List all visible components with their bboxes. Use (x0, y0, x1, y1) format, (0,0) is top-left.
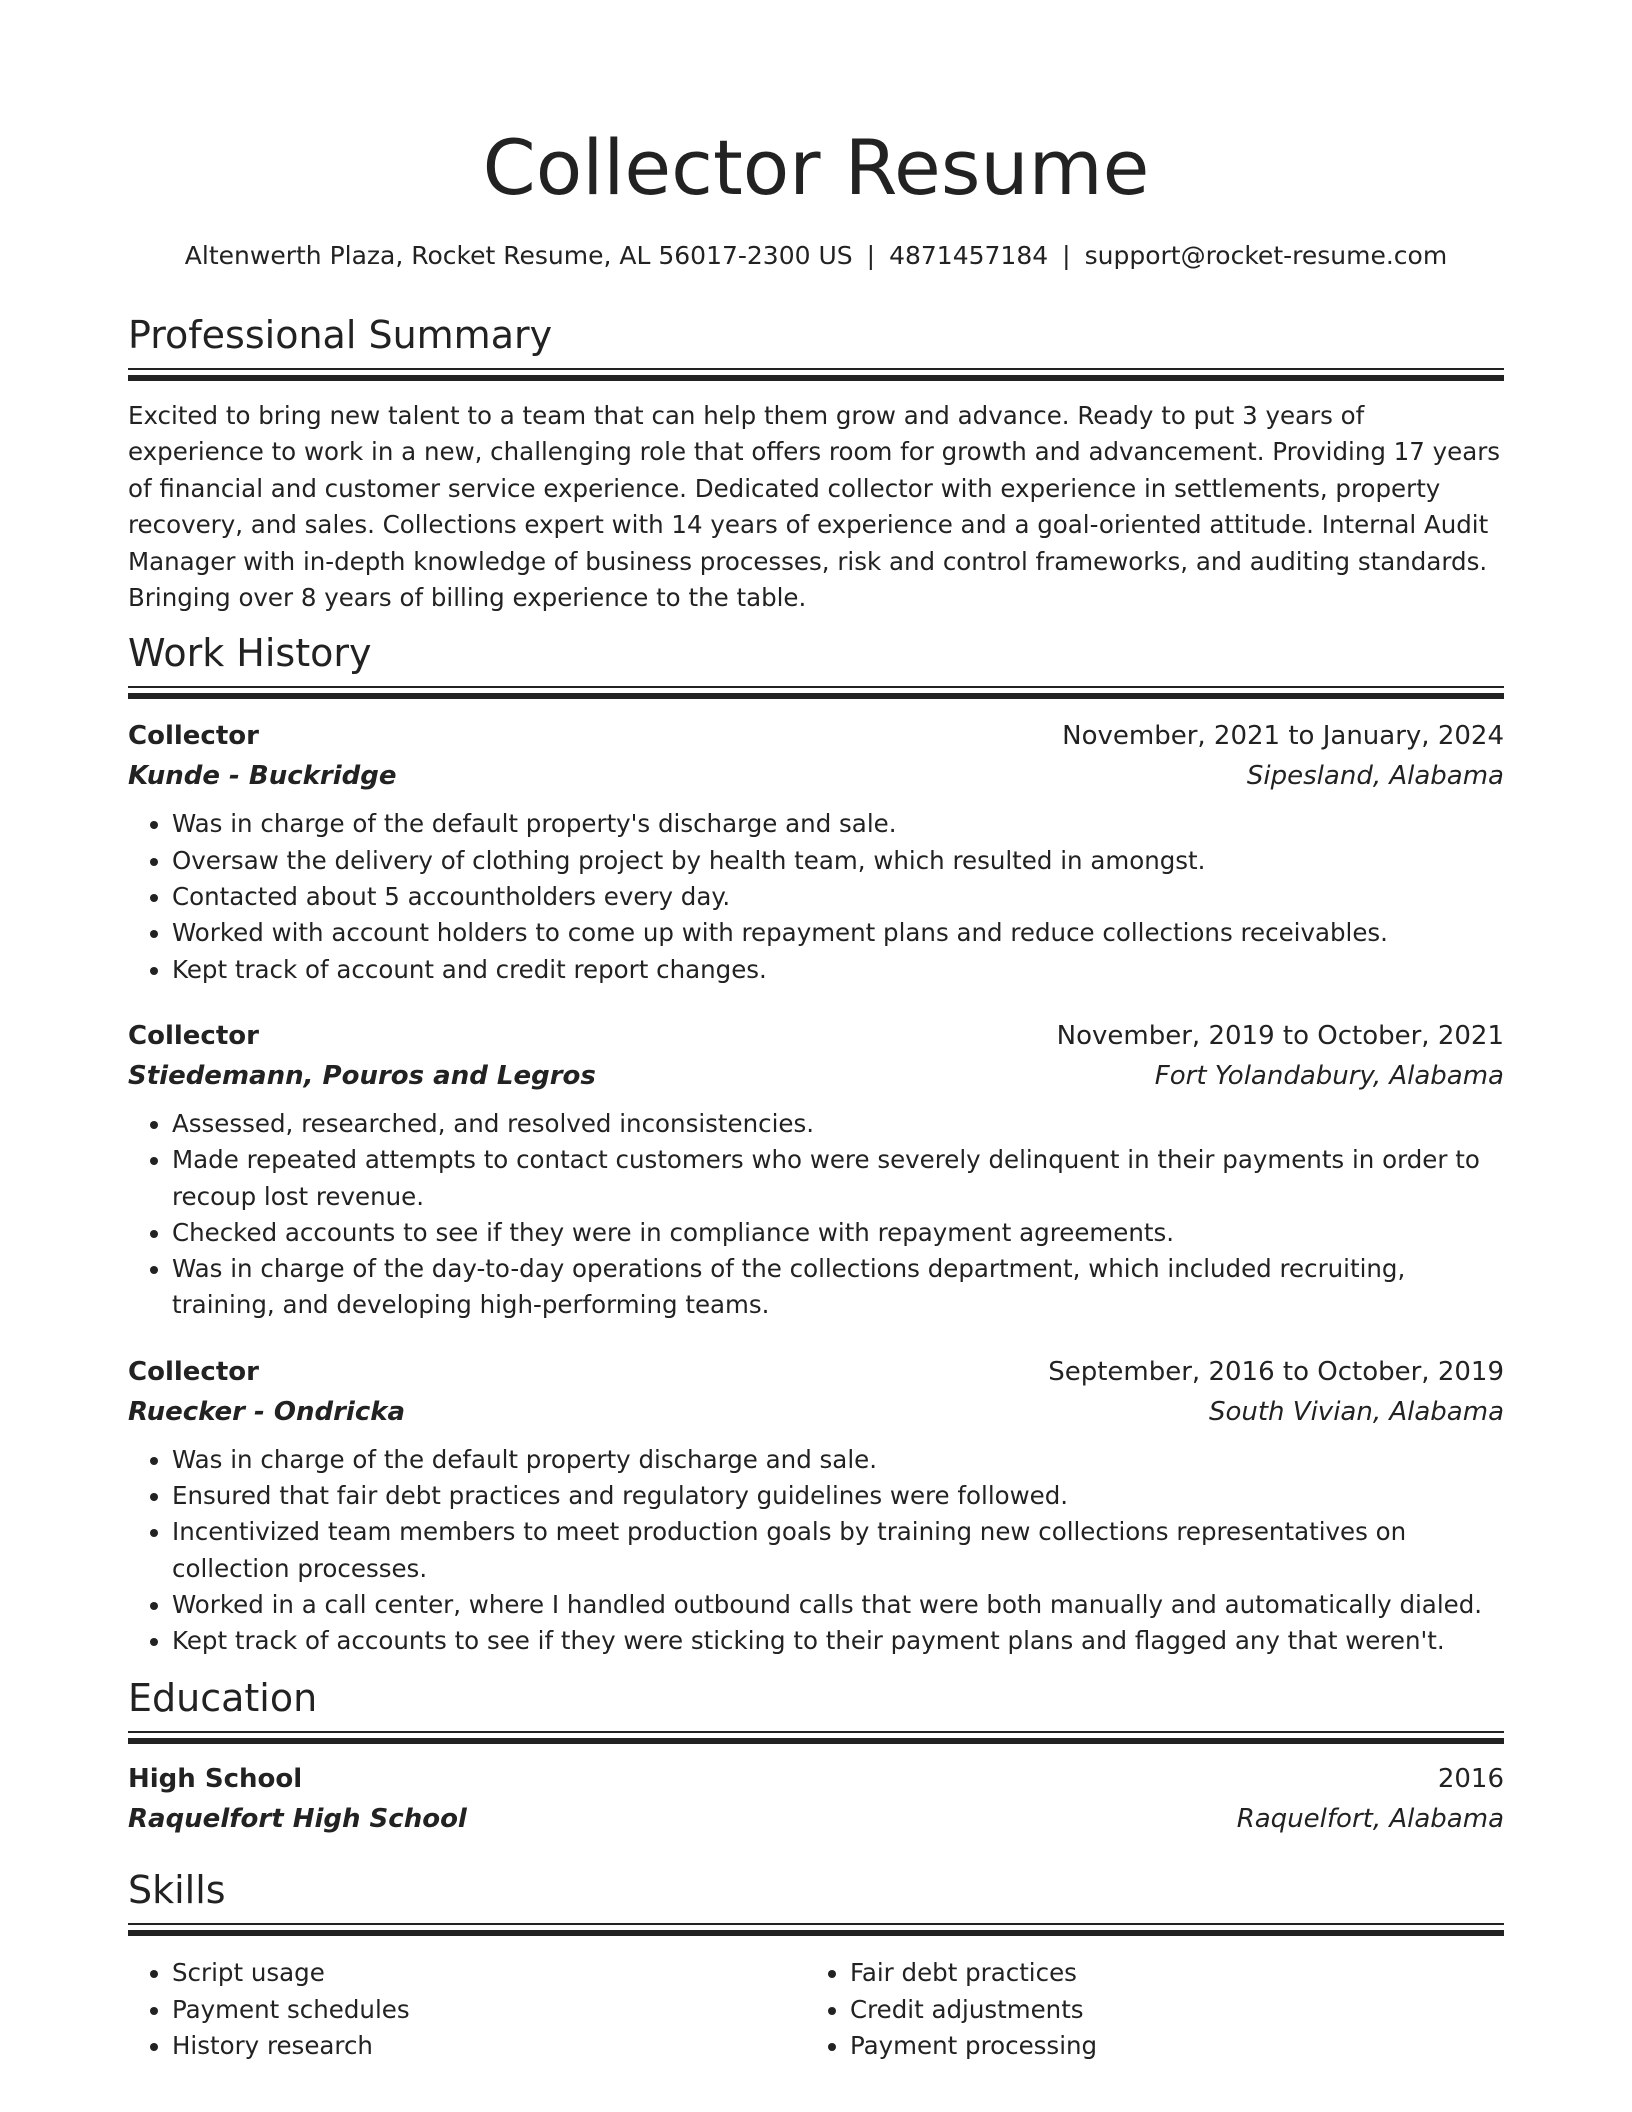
section-title-summary: Professional Summary (128, 313, 553, 357)
job-bullets (128, 1442, 1504, 1660)
list-item: • Contacted about 5 accountholders every day. (172, 879, 1504, 915)
section-title-education: Education (128, 1676, 318, 1721)
job-entry (128, 1016, 1504, 1324)
education-school: Raquelfort High School (128, 1804, 467, 1835)
contact-address: Altenwerth Plaza, Rocket Resume, AL 56017-2300 US (184, 241, 853, 270)
list-item: • Assessed, researched, and resolved inconsistencies. (172, 1106, 1504, 1142)
list-item: • Kept track of account and credit report changes. (172, 952, 1504, 988)
skills-section (128, 1865, 1504, 2064)
job-entry (128, 1352, 1504, 1660)
summary-text: Excited to bring new talent to a team that can help them grow and advance. Ready to put 3 years of experience to work in a new, challenging role that offers room for growth and advancement. Providing 17 years of financial and customer service experience. Dedicated collector with experience in settlements, property recovery, and sales. Collections expert with 14 years of experience and a goal-oriented attitude. Internal Audit Manager with in-depth knowledge of business processes, risk and control frameworks, and auditing standards. Bringing over 8 years of billing experience to the table. (128, 401, 1501, 613)
section-title-skills: Skills (128, 1868, 226, 1913)
job-role: Collector (128, 1020, 259, 1051)
skills-left-column (128, 1955, 806, 2064)
job-bullets (128, 1106, 1504, 1324)
education-section (128, 1673, 1504, 1839)
job-dates: September, 2016 to October, 2019 (1048, 1356, 1504, 1387)
contact-line (128, 236, 1504, 276)
list-item: • Was in charge of the default property's discharge and sale. (172, 806, 1504, 842)
job-dates: November, 2021 to January, 2024 (1062, 721, 1504, 752)
education-degree: High School (128, 1764, 303, 1795)
section-divider (128, 1731, 1504, 1745)
job-company: Stiedemann, Pouros and Legros (128, 1060, 596, 1091)
resume-title: Collector Resume (482, 123, 1150, 212)
job-company: Kunde - Buckridge (128, 761, 397, 792)
job-location: South Vivian, Alabama (1208, 1396, 1504, 1427)
list-item: • Checked accounts to see if they were in compliance with repayment agreements. (172, 1215, 1504, 1251)
section-divider (128, 368, 1504, 382)
job-role: Collector (128, 1356, 259, 1387)
list-item: • Script usage (172, 1955, 806, 1991)
list-item: • Was in charge of the day-to-day operations of the collections department, which included recruiting, training, and developing high-performing teams. (172, 1251, 1504, 1324)
job-role: Collector (128, 721, 259, 752)
job-dates: November, 2019 to October, 2021 (1056, 1020, 1504, 1051)
list-item: • Worked with account holders to come up with repayment plans and reduce collections receivables. (172, 915, 1504, 951)
job-bullets (128, 806, 1504, 987)
skills-columns (128, 1937, 1504, 2064)
section-divider (128, 1923, 1504, 1937)
list-item: • Was in charge of the default property discharge and sale. (172, 1442, 1504, 1478)
list-item: • Oversaw the delivery of clothing project by health team, which resulted in amongst. (172, 843, 1504, 879)
contact-separator: | (1062, 241, 1071, 270)
list-item: • Made repeated attempts to contact customers who were severely delinquent in their payments in order to recoup lost revenue. (172, 1142, 1504, 1215)
list-item: • Worked in a call center, where I handled outbound calls that were both manually and automatically dialed. (172, 1587, 1504, 1623)
contact-separator: | (866, 241, 876, 270)
section-divider (128, 686, 1504, 700)
job-location: Fort Yolandabury, Alabama (1154, 1060, 1504, 1091)
list-item: • Ensured that fair debt practices and regulatory guidelines were followed. (172, 1478, 1504, 1514)
contact-phone: 4871457184 (889, 241, 1049, 270)
list-item: • Fair debt practices (850, 1955, 1484, 1991)
skills-right-column (806, 1955, 1484, 2064)
summary-section (128, 310, 1504, 616)
list-item: • Kept track of accounts to see if they were sticking to their payment plans and flagged any that weren't. (172, 1623, 1504, 1659)
education-year: 2016 (1437, 1764, 1504, 1795)
list-item: • Payment schedules (172, 1992, 806, 2028)
list-item: • Incentivized team members to meet production goals by training new collections representatives on collection processes. (172, 1514, 1504, 1587)
job-company: Ruecker - Ondricka (128, 1396, 406, 1427)
job-entry (128, 716, 1504, 987)
list-item: • Payment processing (850, 2028, 1484, 2064)
education-location: Raquelfort, Alabama (1236, 1804, 1504, 1835)
list-item: • History research (172, 2028, 806, 2064)
resume-page (128, 0, 1504, 2064)
list-item: • Credit adjustments (850, 1992, 1484, 2028)
contact-email: support@rocket-resume.com (1084, 241, 1448, 270)
work-section (128, 628, 1504, 1659)
section-title-work: Work History (128, 631, 372, 676)
job-location: Sipesland, Alabama (1246, 761, 1504, 792)
